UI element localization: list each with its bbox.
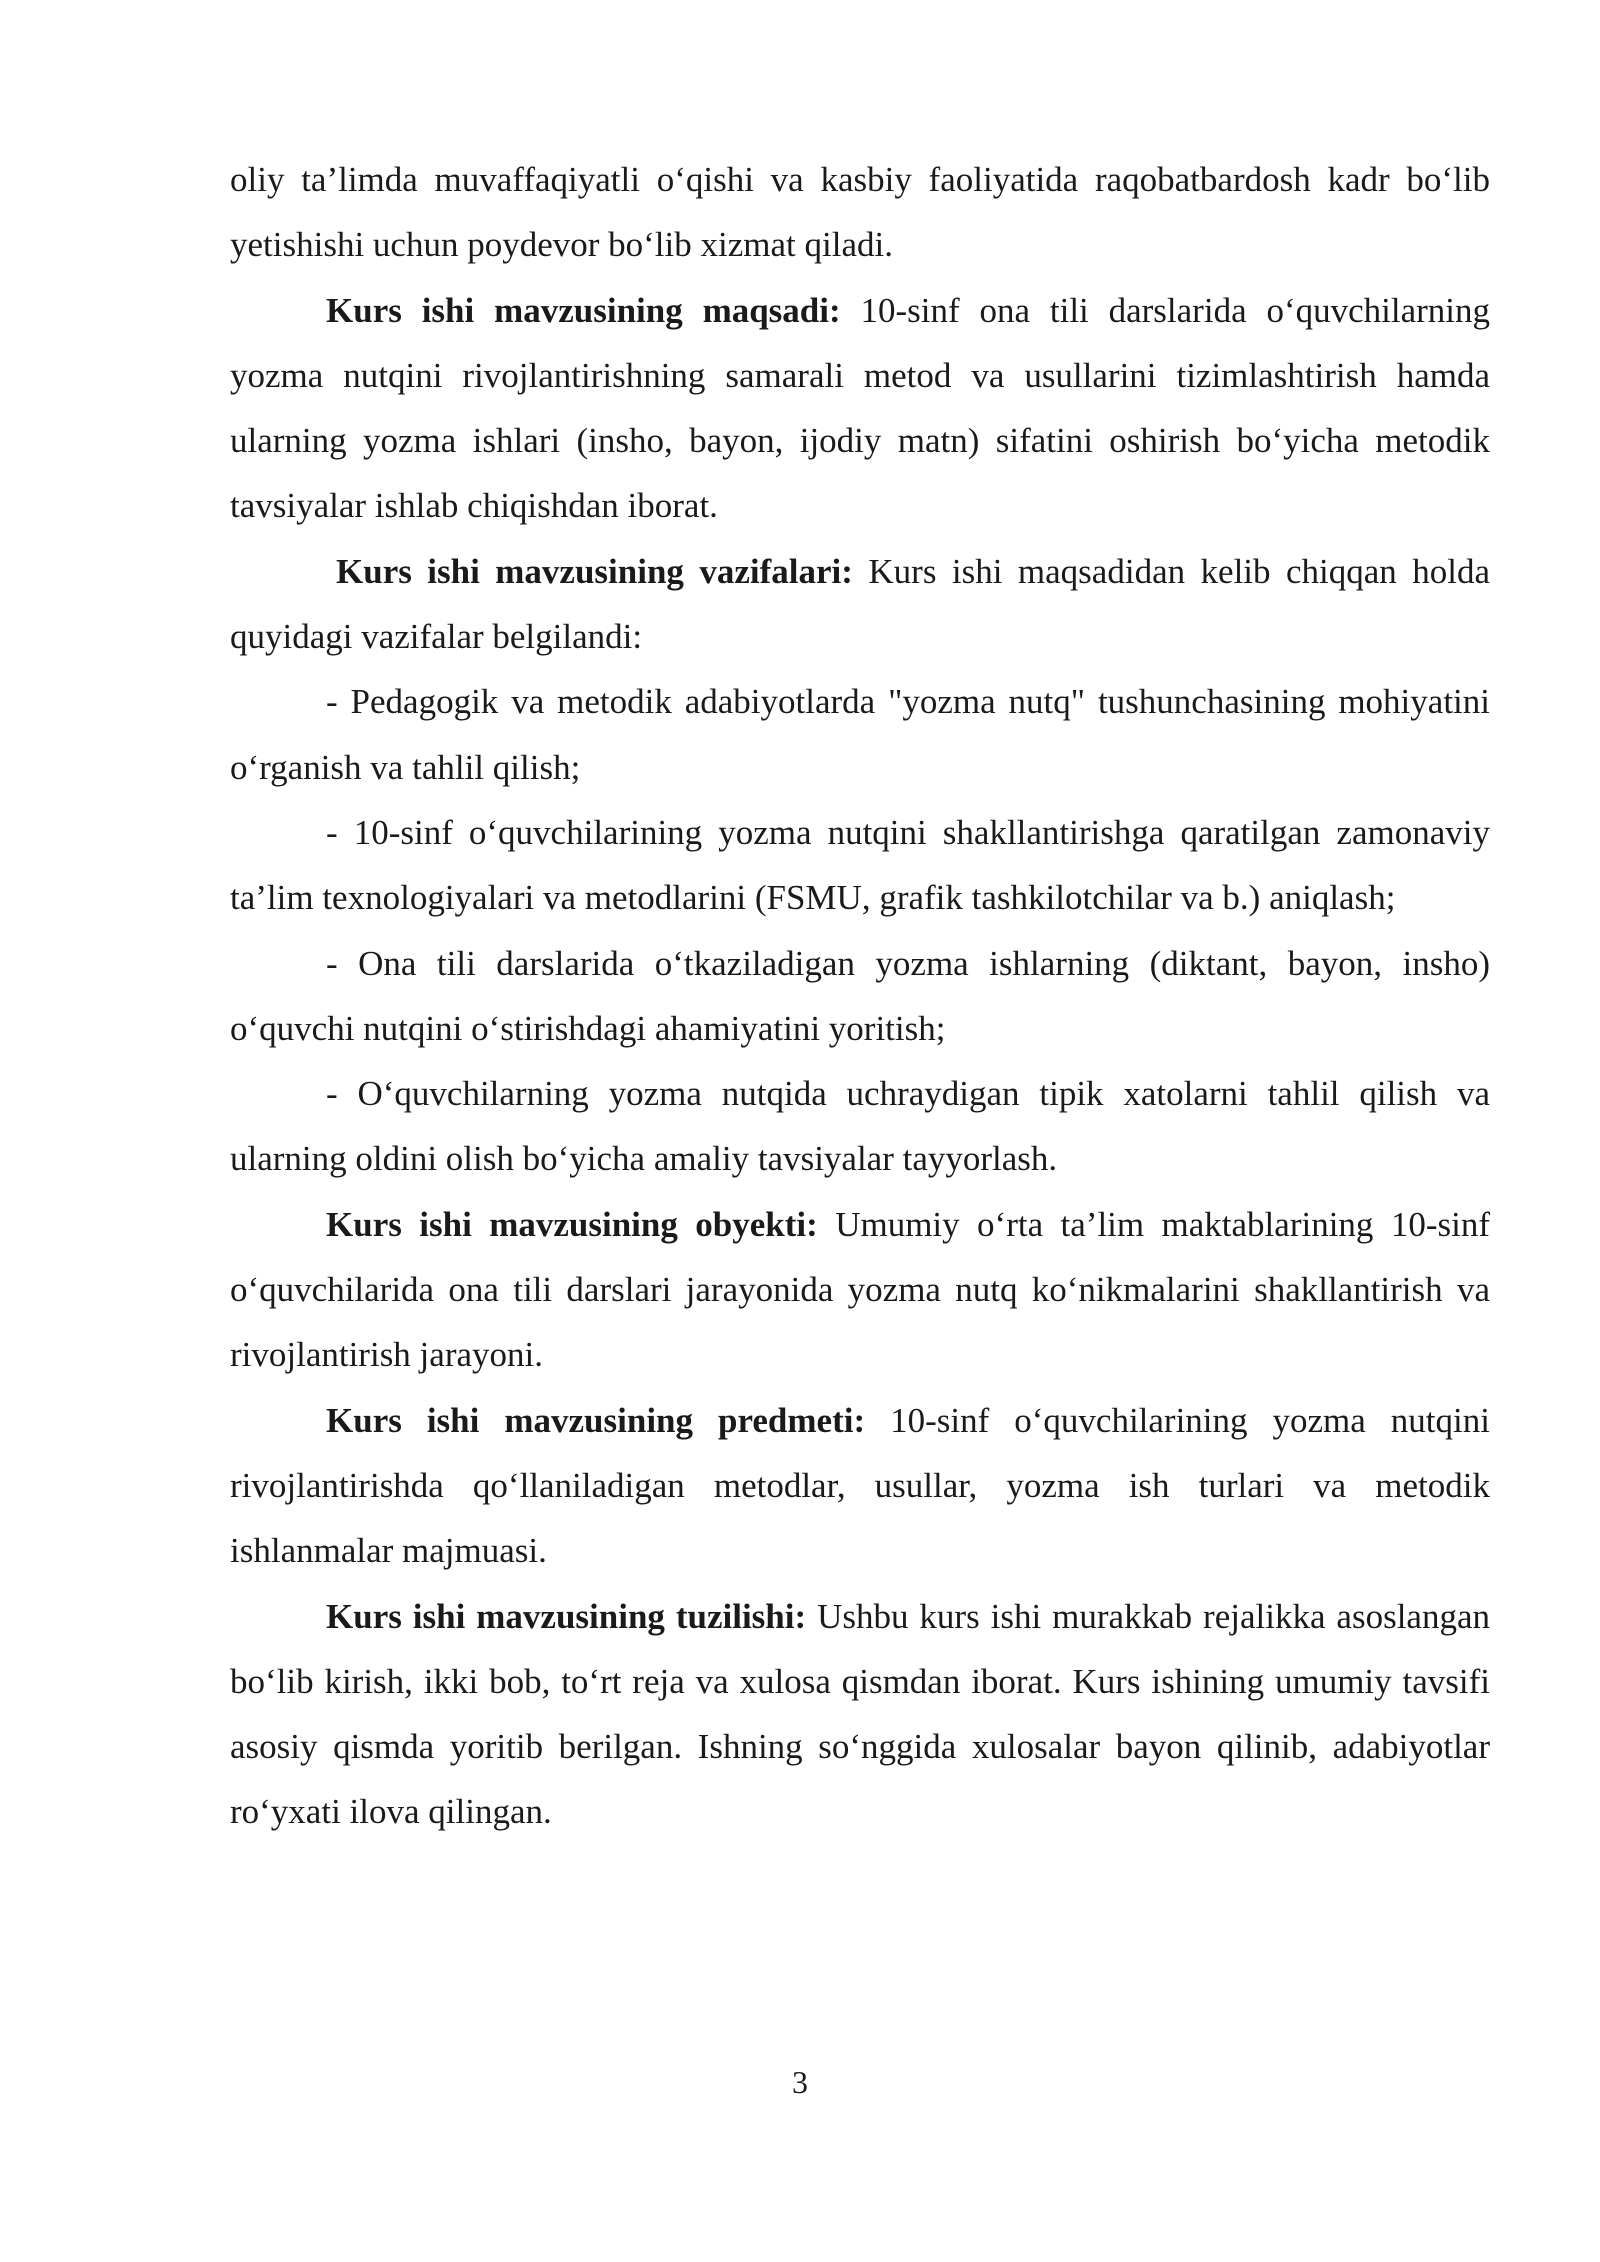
intro-text: oliy ta’limda muvaffaqiyatli o‘qishi va kasbiy faoliyatida raqobatbardosh kadr bo‘lib yetishishi uchun poydevor bo‘lib xizmat qiladi.	[230, 160, 1490, 265]
task-item-text: - O‘quvchilarning yozma nutqida uchraydigan tipik xatolarni tahlil qilish va ularning oldini olish bo‘yicha amaliy tavsiyalar tayyorlash.	[230, 1074, 1490, 1179]
tasks-heading: Kurs ishi mavzusining vazifalari:	[336, 551, 853, 591]
task-item-text: - Ona tili darslarida o‘tkaziladigan yozma ishlarning (diktant, bayon, insho) o‘quvchi nutqini o‘stirishdagi ahamiyatini yoritish;	[230, 943, 1490, 1048]
task-item-text: - 10-sinf o‘quvchilarining yozma nutqini shakllantirishga qaratilgan zamonaviy ta’lim texnologiyalari va metodlarini (FSMU, grafik tashkilotchilar va b.) aniqlash;	[230, 812, 1490, 918]
task-item-1	[230, 669, 1490, 800]
page-body	[230, 147, 1490, 1845]
page-number: 3	[792, 2064, 808, 2100]
goal-text: 10-sinf ona tili darslarida o‘quvchilarning yozma nutqini rivojlantirishning samarali metod va usullarini tizimlashtirish hamda ularning yozma ishlari (insho, bayon, ijodiy matn) sifatini oshirish bo‘yicha metodik tavsiyalar ishlab chiqishdan iborat.	[230, 290, 1490, 526]
task-item-4	[230, 1061, 1490, 1192]
task-item-text: - Pedagogik va metodik adabiyotlarda "yozma nutq" tushunchasining mohiyatini o‘rganish va tahlil qilish;	[230, 682, 1490, 787]
object-heading: Kurs ishi mavzusining obyekti:	[326, 1204, 818, 1244]
goal-paragraph	[230, 278, 1490, 539]
subject-heading: Kurs ishi mavzusining predmeti:	[326, 1400, 866, 1440]
structure-heading: Kurs ishi mavzusining tuzilishi:	[326, 1596, 807, 1636]
goal-heading: Kurs ishi mavzusining maqsadi:	[326, 290, 841, 330]
task-item-2	[230, 800, 1490, 931]
intro-paragraph	[230, 147, 1490, 278]
task-item-3	[230, 931, 1490, 1062]
object-text: Umumiy o‘rta ta’lim maktablarining 10-sinf o‘quvchilarida ona tili darslari jarayonida yozma nutq ko‘nikmalarini shakllantirish va rivojlantirish jarayoni.	[230, 1204, 1490, 1375]
subject-text: 10-sinf o‘quvchilarining yozma nutqini rivojlantirishda qo‘llaniladigan metodlar, usullar, yozma ish turlari va metodik ishlanmalar majmuasi.	[230, 1400, 1490, 1571]
tasks-paragraph	[230, 539, 1490, 670]
object-paragraph	[230, 1192, 1490, 1388]
structure-text: Ushbu kurs ishi murakkab rejalikka asoslangan bo‘lib kirish, ikki bob, to‘rt reja va xulosa qismdan iborat. Kurs ishining umumiy tavsifi asosiy qismda yoritib berilgan. Ishning so‘nggida xulosalar bayon qilinib, adabiyotlar ro‘yxati ilova qilingan.	[230, 1596, 1490, 1832]
subject-paragraph	[230, 1388, 1490, 1584]
structure-paragraph	[230, 1584, 1490, 1845]
tasks-text: Kurs ishi maqsadidan kelib chiqqan holda quyidagi vazifalar belgilandi:	[230, 551, 1490, 657]
